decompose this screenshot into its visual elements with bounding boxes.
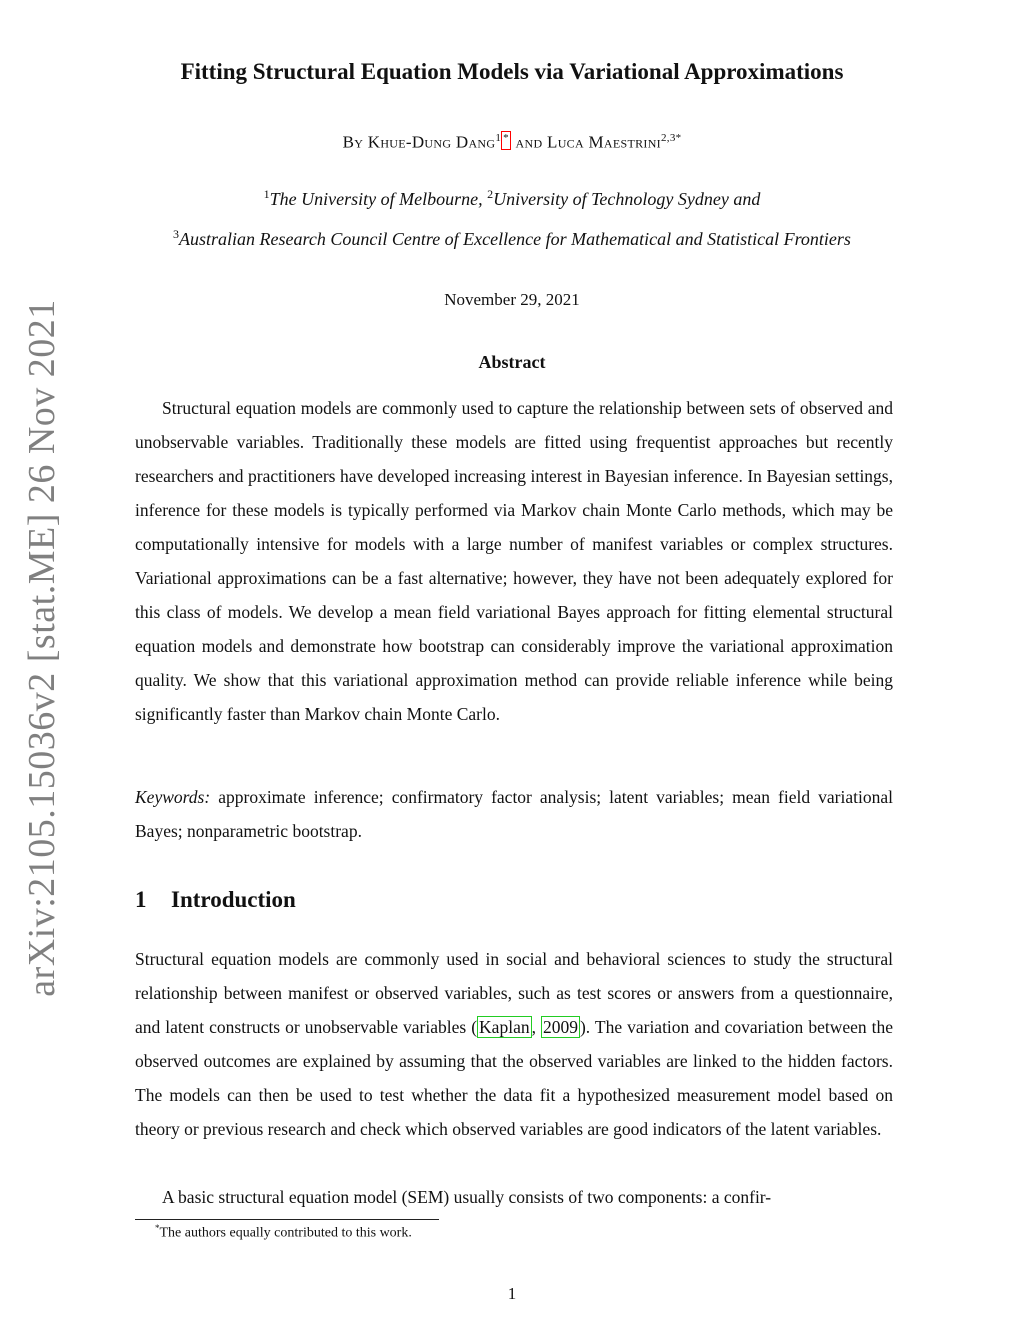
affiliation-line-2: [0, 227, 1024, 250]
footnote-text: The authors equally contributed to this work.: [159, 1225, 412, 1241]
section-title: Introduction: [171, 887, 296, 912]
author-line: [0, 131, 1024, 153]
affil-sup-3: 3: [173, 227, 180, 241]
keywords-paragraph: [135, 780, 893, 848]
page-number: 1: [507, 1284, 517, 1303]
affil-sup-1: 1: [263, 187, 270, 201]
paper-date: November 29, 2021: [444, 290, 580, 309]
section-number: 1: [135, 887, 147, 912]
affiliation-melbourne: The University of Melbourne,: [269, 189, 488, 209]
citation-separator: ,: [531, 1017, 541, 1037]
section-heading-introduction: [135, 887, 296, 913]
citation-link-year[interactable]: 2009: [542, 1017, 578, 1037]
affiliation-arc-centre: Australian Research Council Centre of Excellence for Mathematical and Statistical Frontiers: [179, 229, 851, 249]
author-prefix: By: [342, 132, 364, 152]
affiliation-line-1: [0, 187, 1024, 210]
footnote: [155, 1223, 412, 1242]
author-2-name: Luca Maestrini: [547, 132, 661, 152]
keywords-text: approximate inference; confirmatory factor analysis; latent variables; mean field variational Bayes; nonparametric bootstrap.: [135, 787, 893, 841]
citation-link-author[interactable]: Kaplan: [479, 1017, 530, 1037]
paper-title: Fitting Structural Equation Models via Variational Approximations: [180, 59, 844, 84]
arxiv-identifier-stamp[interactable]: arXiv:2105.15036v2 [stat.ME] 26 Nov 2021: [21, 299, 63, 997]
introduction-paragraph-2: A basic structural equation model (SEM) usually consists of two components: a confir-: [162, 1187, 772, 1207]
abstract-heading: Abstract: [478, 352, 546, 372]
affil-sup-2: 2: [487, 187, 494, 201]
footnote-link[interactable]: [501, 131, 511, 150]
footnote-divider: [135, 1219, 439, 1220]
affiliation-uts: University of Technology Sydney and: [493, 189, 761, 209]
footnote-link-marker: *: [503, 132, 509, 144]
author-1-affil-sup: 1: [495, 132, 502, 144]
introduction-paragraph-1: [135, 942, 893, 1146]
intro-p1-text-before: Structural equation models are commonly used in social and behavioral sciences to study the structural relationship between manifest or observed variables, such as test scores or answers from a questionnaire, and latent constructs or unobservable variables (: [135, 949, 893, 1037]
intro-p1-text-after: ). The variation and covariation between the observed outcomes are explained by assuming that the observed variables are linked to the hidden factors. The models can then be used to test whether the data fit a hypothesized measurement model based on theory or previous research and check which observed variables are good indicators of the latent variables.: [135, 1017, 894, 1139]
author-conjunction: and: [515, 132, 543, 152]
author-1-name: Khue-Dung Dang: [367, 132, 496, 152]
keywords-label: Keywords:: [135, 787, 211, 807]
abstract-body: Structural equation models are commonly used to capture the relationship between sets of observed and unobservable variables. Traditionally these models are fitted using frequentist approaches but recently researchers and practitioners have developed increasing interest in Bayesian inference. In Bayesian settings, inference for these models is typically performed via Markov chain Monte Carlo methods, which may be computationally intensive for models with a large number of manifest variables or complex structures. Variational approximations can be a fast alternative; however, they have not been adequately explored for this class of models. We develop a mean field variational Bayes approach for fitting elemental structural equation models and demonstrate how bootstrap can considerably improve the variational approximation quality. We show that this variational approximation method can provide reliable inference while being significantly faster than Markov chain Monte Carlo.: [135, 398, 893, 724]
author-2-affil-sup: 2,3*: [660, 132, 682, 144]
footnote-marker: *: [155, 1223, 160, 1233]
